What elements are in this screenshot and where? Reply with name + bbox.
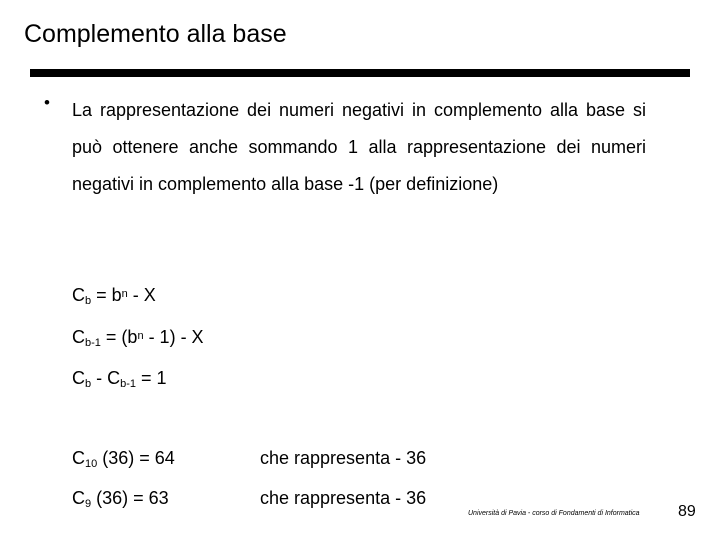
bullet-paragraph: La rappresentazione dei numeri negativi in complemento alla base si può ottenere anche sommando 1 alla rappresentazione dei numeri negativi in complemento alla base -1 (per definizione) (72, 100, 646, 194)
slide-title: Complemento alla base (24, 20, 287, 48)
formula-cb-1 (72, 327, 204, 349)
example-c10-value: (36) = 64 (97, 448, 175, 468)
example-c9-value: (36) = 63 (91, 488, 169, 508)
page-number: 89 (678, 503, 696, 520)
formula-difference (72, 368, 167, 390)
bullet-marker: • (44, 93, 50, 112)
title-divider (30, 69, 690, 77)
example-c10-description: che rappresenta - 36 (260, 448, 427, 468)
example-c9 (72, 488, 169, 510)
formula-difference-rest: = 1 (136, 368, 167, 388)
formula-cb-1-symbol: C (72, 327, 85, 347)
formula-difference-subscript-1: b (85, 378, 92, 390)
example-c9-description: che rappresenta - 36 (260, 488, 427, 508)
formula-difference-middle: - C (91, 368, 121, 388)
formula-difference-symbol: C (72, 368, 85, 388)
formula-cb-exponent: n (121, 288, 128, 300)
formula-cb-1-subscript: b-1 (85, 337, 101, 349)
formula-cb-subscript: b (85, 295, 92, 307)
example-c10-subscript: 10 (85, 458, 98, 470)
formula-cb-1-rest: - 1) - X (143, 327, 204, 347)
footer-course: Università di Pavia - corso di Fondamenti di Informatica (468, 510, 640, 517)
formula-cb (72, 285, 156, 307)
example-c10 (72, 448, 175, 470)
formula-difference-subscript-2: b-1 (120, 378, 137, 390)
formula-cb-symbol: C (72, 285, 85, 305)
example-c10-symbol: C (72, 448, 85, 468)
formula-cb-1-middle: = (b (100, 327, 138, 347)
formula-cb-rest: - X (127, 285, 156, 305)
example-c9-symbol: C (72, 488, 85, 508)
example-c9-subscript: 9 (85, 498, 92, 510)
formula-cb-1-exponent: n (137, 330, 144, 342)
formula-cb-middle: = b (91, 285, 122, 305)
